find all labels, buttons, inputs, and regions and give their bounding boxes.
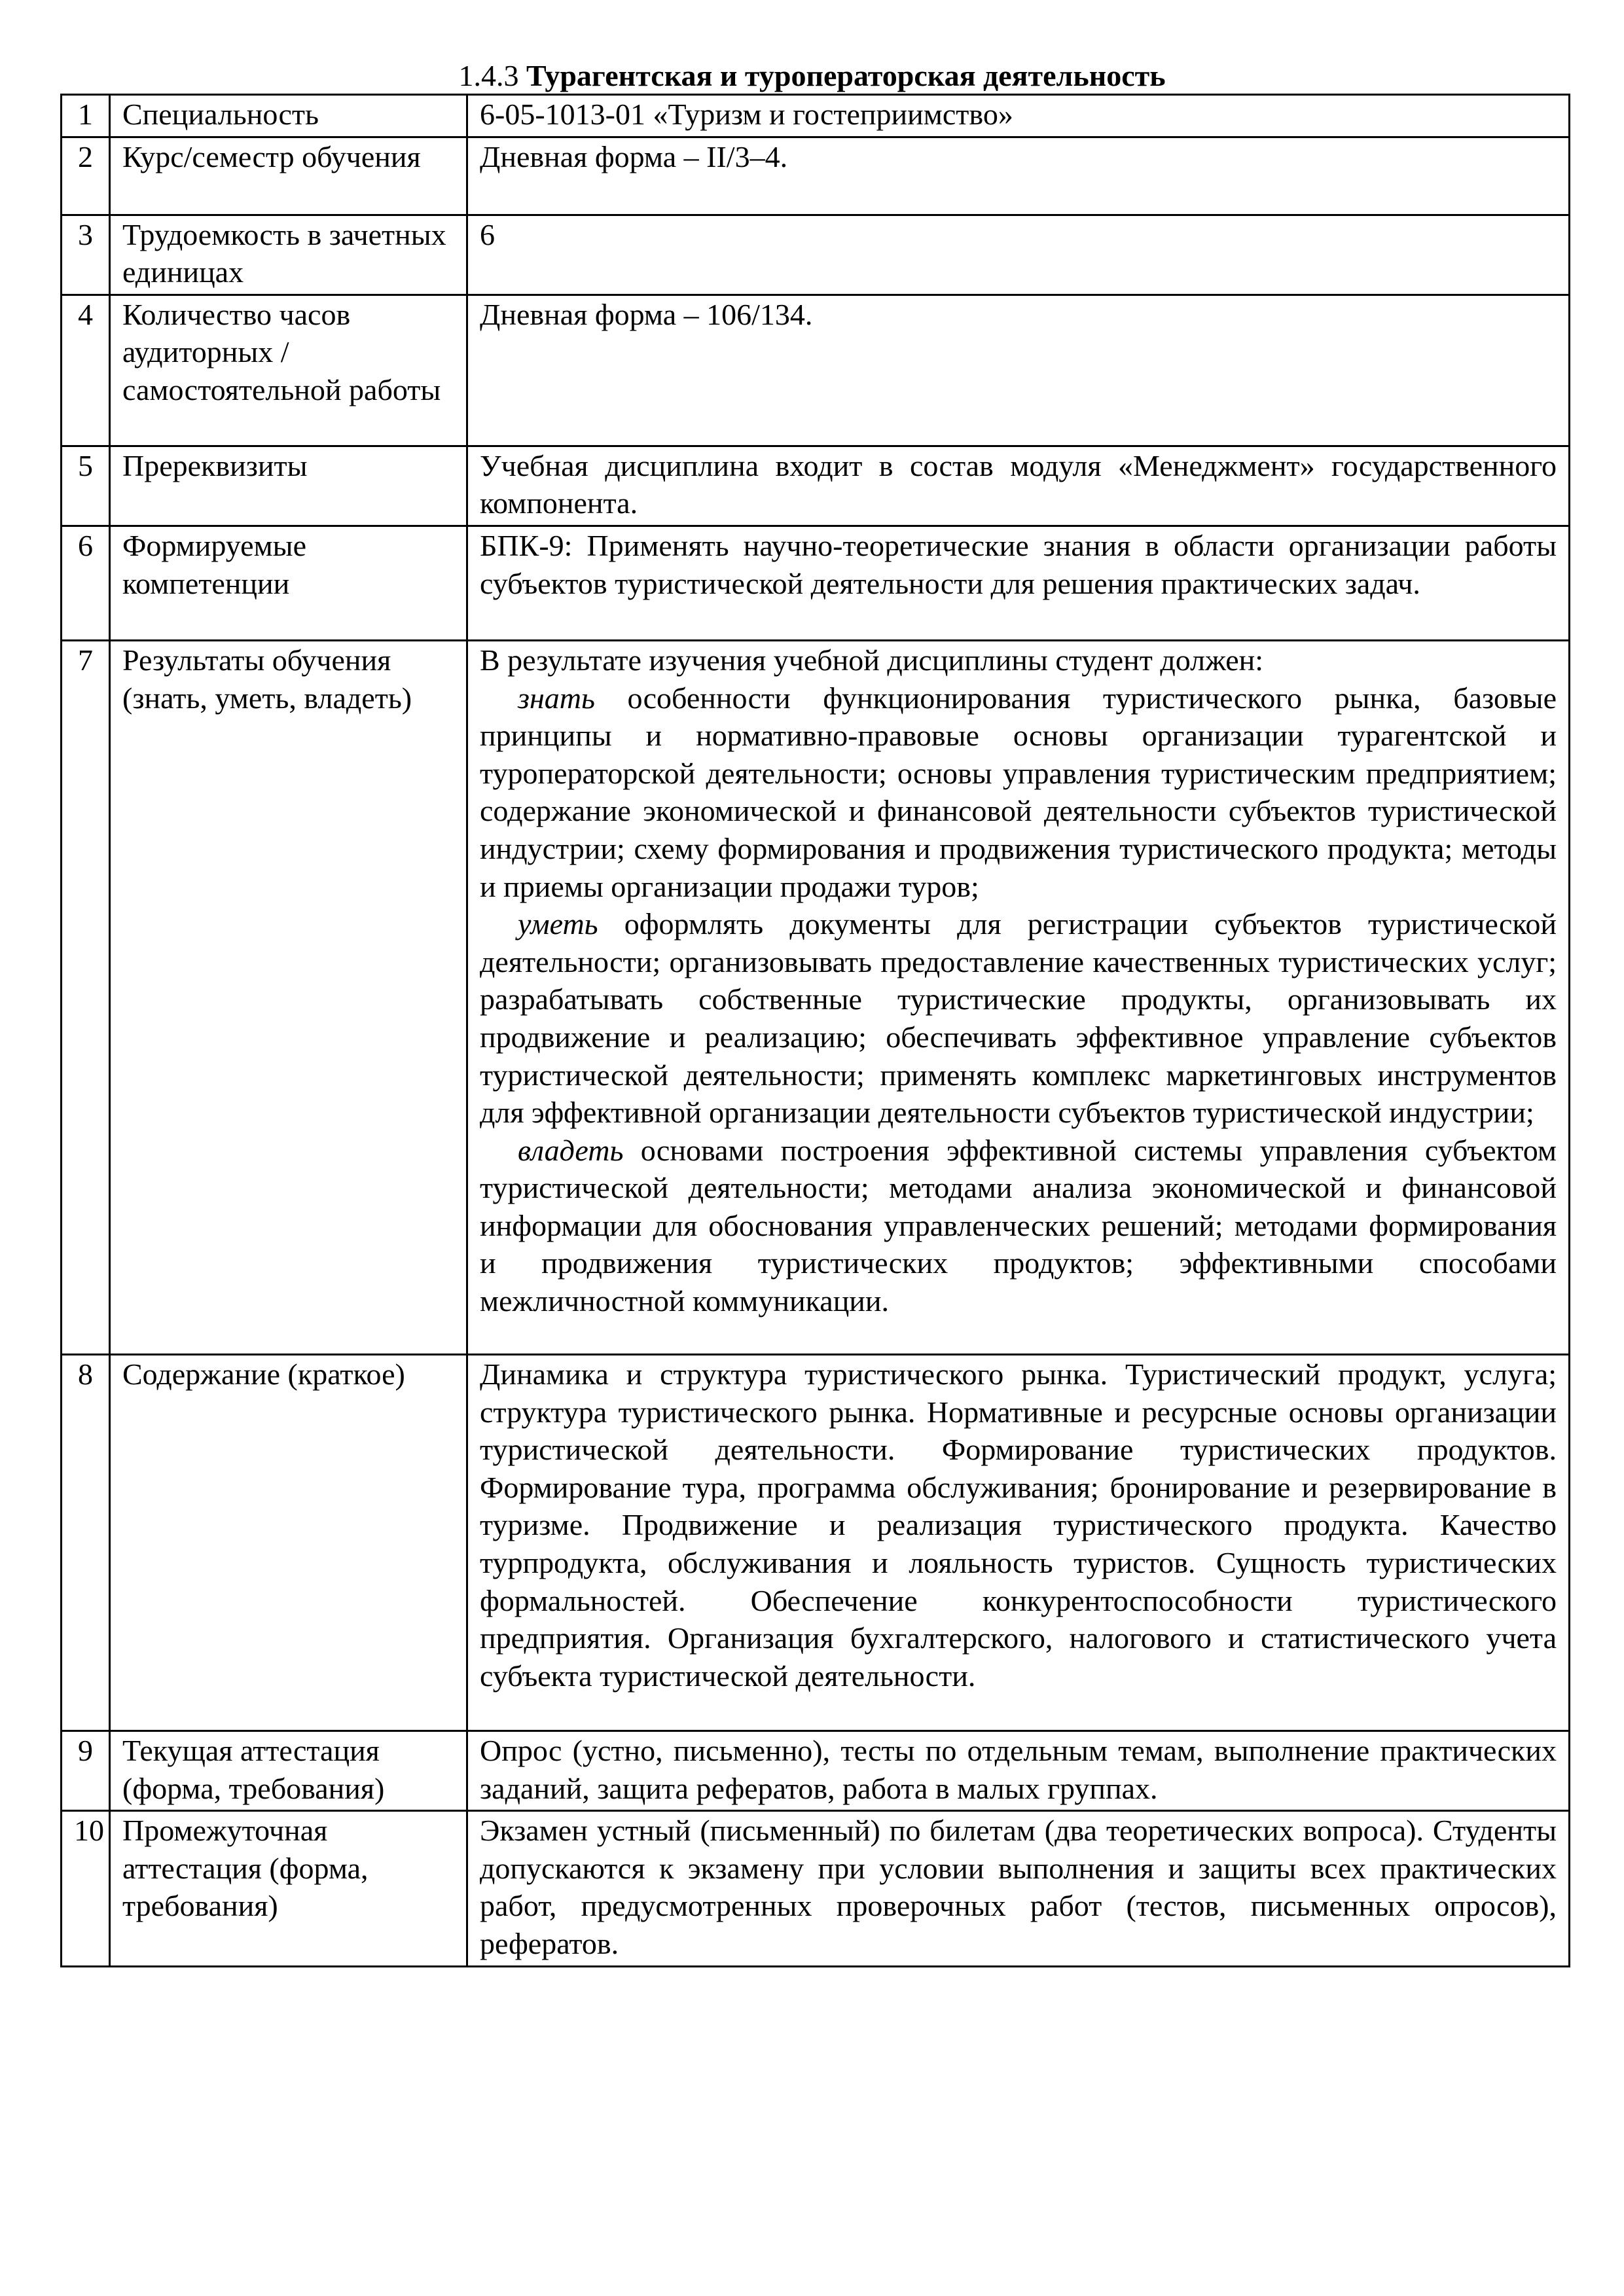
row-number: 7 bbox=[62, 640, 110, 1354]
table-row-interim-assessment bbox=[62, 1811, 1570, 1966]
row-label: Специальность bbox=[110, 95, 467, 137]
outcomes-own bbox=[480, 1132, 1557, 1320]
table-row-specialty bbox=[62, 95, 1570, 137]
own-lead: владеть bbox=[518, 1133, 624, 1167]
row-number: 5 bbox=[62, 446, 110, 526]
row-value: Динамика и структура туристического рынка. Туристический продукт, услуга; структура туристического рынка. Нормативные и ресурсные основы организации туристической деятельности. Формирование туристических продуктов. Формирование тура, программа обслуживания; бронирование и резервирование в туризме. Продвижение и реализация туристического продукта. Качество турпродукта, обслуживания и лояльность туристов. Сущность туристических формальностей. Обеспечение конкурентоспособности туристического предприятия. Организация бухгалтерского, налогового и статистического учета субъекта туристической деятельности. bbox=[467, 1354, 1570, 1731]
row-label: Результаты обучения (знать, уметь, владеть) bbox=[110, 640, 467, 1354]
row-number: 8 bbox=[62, 1354, 110, 1731]
table-row-learning-outcomes bbox=[62, 640, 1570, 1354]
row-value: Дневная форма – 106/134. bbox=[467, 295, 1570, 446]
row-number: 1 bbox=[62, 95, 110, 137]
table-row-competencies bbox=[62, 526, 1570, 640]
row-label: Промежуточная аттестация (форма, требования) bbox=[110, 1811, 467, 1966]
row-label: Трудоемкость в зачетных единицах bbox=[110, 215, 467, 295]
row-value: Экзамен устный (письменный) по билетам (два теоретических вопроса). Студенты допускаются к экзамену при условии выполнения и защиты всех практических работ, предусмотренных проверочных работ (тестов, письменных опросов), рефератов. bbox=[467, 1811, 1570, 1966]
know-text: особенности функционирования туристического рынка, базовые принципы и нормативно-правовые основы организации турагентской и туроператорской деятельности; основы управления туристическим предприятием; содержание экономической и финансовой деятельности субъектов туристической индустрии; схему формирования и продвижения туристического продукта; методы и приемы организации продажи туров; bbox=[480, 681, 1557, 903]
row-value bbox=[467, 640, 1570, 1354]
row-number: 6 bbox=[62, 526, 110, 640]
row-label: Формируемые компетенции bbox=[110, 526, 467, 640]
table-row-content bbox=[62, 1354, 1570, 1731]
own-text: основами построения эффективной системы управления субъектом туристической деятельности; методами анализа экономической и финансовой информации для обоснования управленческих решений; методами формирования и продвижения туристических продуктов; эффективными способами межличностной коммуникации. bbox=[480, 1133, 1557, 1318]
row-label: Количество часов аудиторных / самостоятельной работы bbox=[110, 295, 467, 446]
row-number: 10 bbox=[62, 1811, 110, 1966]
row-value: Дневная форма – II/3–4. bbox=[467, 137, 1570, 215]
row-number: 2 bbox=[62, 137, 110, 215]
table-row-current-assessment bbox=[62, 1731, 1570, 1810]
row-value: БПК-9: Применять научно-теоретические знания в области организации работы субъектов туристической деятельности для решения практических задач. bbox=[467, 526, 1570, 640]
row-value: 6 bbox=[467, 215, 1570, 295]
row-value: Учебная дисциплина входит в состав модуля «Менеджмент» государственного компонента. bbox=[467, 446, 1570, 526]
can-lead: уметь bbox=[518, 907, 598, 941]
section-number: 1.4.3 bbox=[458, 59, 519, 92]
outcomes-know bbox=[480, 679, 1557, 906]
row-label: Содержание (краткое) bbox=[110, 1354, 467, 1731]
know-lead: знать bbox=[518, 681, 595, 715]
row-number: 3 bbox=[62, 215, 110, 295]
row-label: Пререквизиты bbox=[110, 446, 467, 526]
outcomes-can bbox=[480, 905, 1557, 1132]
section-name: Турагентская и туроператорская деятельность bbox=[526, 59, 1166, 92]
outcomes-intro: В результате изучения учебной дисциплины студент должен: bbox=[480, 643, 1264, 677]
row-label: Текущая аттестация (форма, требования) bbox=[110, 1731, 467, 1810]
discipline-info-table bbox=[60, 94, 1570, 1967]
row-value: 6-05-1013-01 «Туризм и гостеприимство» bbox=[467, 95, 1570, 137]
row-number: 9 bbox=[62, 1731, 110, 1810]
row-number: 4 bbox=[62, 295, 110, 446]
row-value: Опрос (устно, письменно), тесты по отдельным темам, выполнение практических заданий, защита рефератов, работа в малых группах. bbox=[467, 1731, 1570, 1810]
table-row-hours bbox=[62, 295, 1570, 446]
row-label: Курс/семестр обучения bbox=[110, 137, 467, 215]
table-row-credits bbox=[62, 215, 1570, 295]
table-row-course-semester bbox=[62, 137, 1570, 215]
can-text: оформлять документы для регистрации субъектов туристической деятельности; организовывать предоставление качественных туристических услуг; разрабатывать собственные туристические продукты, организовывать их продвижение и реализацию; обеспечивать эффективное управление субъектов туристической деятельности; применять комплекс маркетинговых инструментов для эффективной организации деятельности субъектов туристической индустрии; bbox=[480, 907, 1557, 1130]
table-row-prerequisites bbox=[62, 446, 1570, 526]
page-title bbox=[0, 58, 1624, 94]
